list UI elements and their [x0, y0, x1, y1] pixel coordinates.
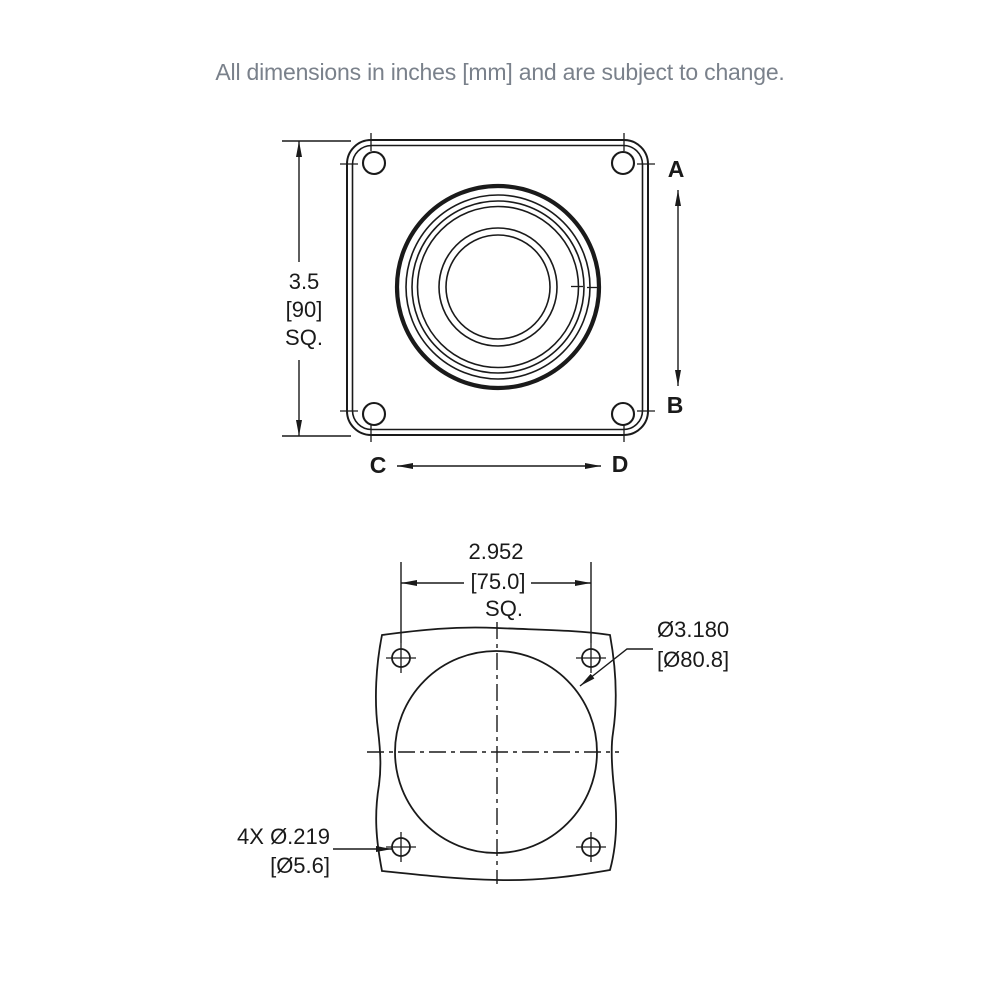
flange-size-dimension-label — [258, 268, 350, 352]
mounting-hole — [386, 643, 416, 673]
hole-spacing-mm: [75.0] — [470, 569, 526, 594]
driver-outer-ring — [397, 186, 599, 388]
driver-ring — [418, 207, 579, 368]
driver-ring — [406, 195, 590, 379]
mounting-hole — [386, 832, 416, 862]
driver-cone-edge — [439, 228, 557, 346]
direction-label-a: A — [667, 156, 685, 182]
cutout-mm: [Ø80.8] — [657, 647, 730, 672]
mounting-holes-inches: 4X Ø.219 — [237, 824, 330, 849]
size-mm: [90] — [285, 297, 323, 322]
mounting-holes-mm: [Ø5.6] — [270, 853, 330, 878]
hole-spacing-shape: SQ. — [485, 596, 523, 621]
corner-hole — [612, 152, 634, 174]
corner-tangent-ticks — [340, 133, 655, 442]
dimension-note: All dimensions in inches [mm] and are subject to change. — [215, 59, 785, 85]
cutout-inches: Ø3.180 — [657, 617, 730, 642]
driver-ring — [412, 201, 584, 373]
driver-cone-inner — [446, 235, 550, 339]
driver-rings — [397, 186, 600, 388]
corner-hole — [363, 152, 385, 174]
size-inches: 3.5 — [288, 269, 320, 294]
flange-corner-holes — [363, 152, 634, 425]
size-shape: SQ. — [285, 325, 323, 350]
panel-outline — [376, 627, 616, 880]
corner-hole — [612, 403, 634, 425]
mounting-hole — [576, 832, 606, 862]
mounting-holes-label — [190, 822, 330, 880]
corner-hole — [363, 403, 385, 425]
direction-label-d: D — [611, 451, 629, 477]
hole-spacing-inches: 2.952 — [468, 539, 524, 564]
cutout-diameter-label — [657, 615, 729, 675]
direction-label-b: B — [666, 392, 684, 418]
direction-label-c: C — [369, 452, 387, 478]
